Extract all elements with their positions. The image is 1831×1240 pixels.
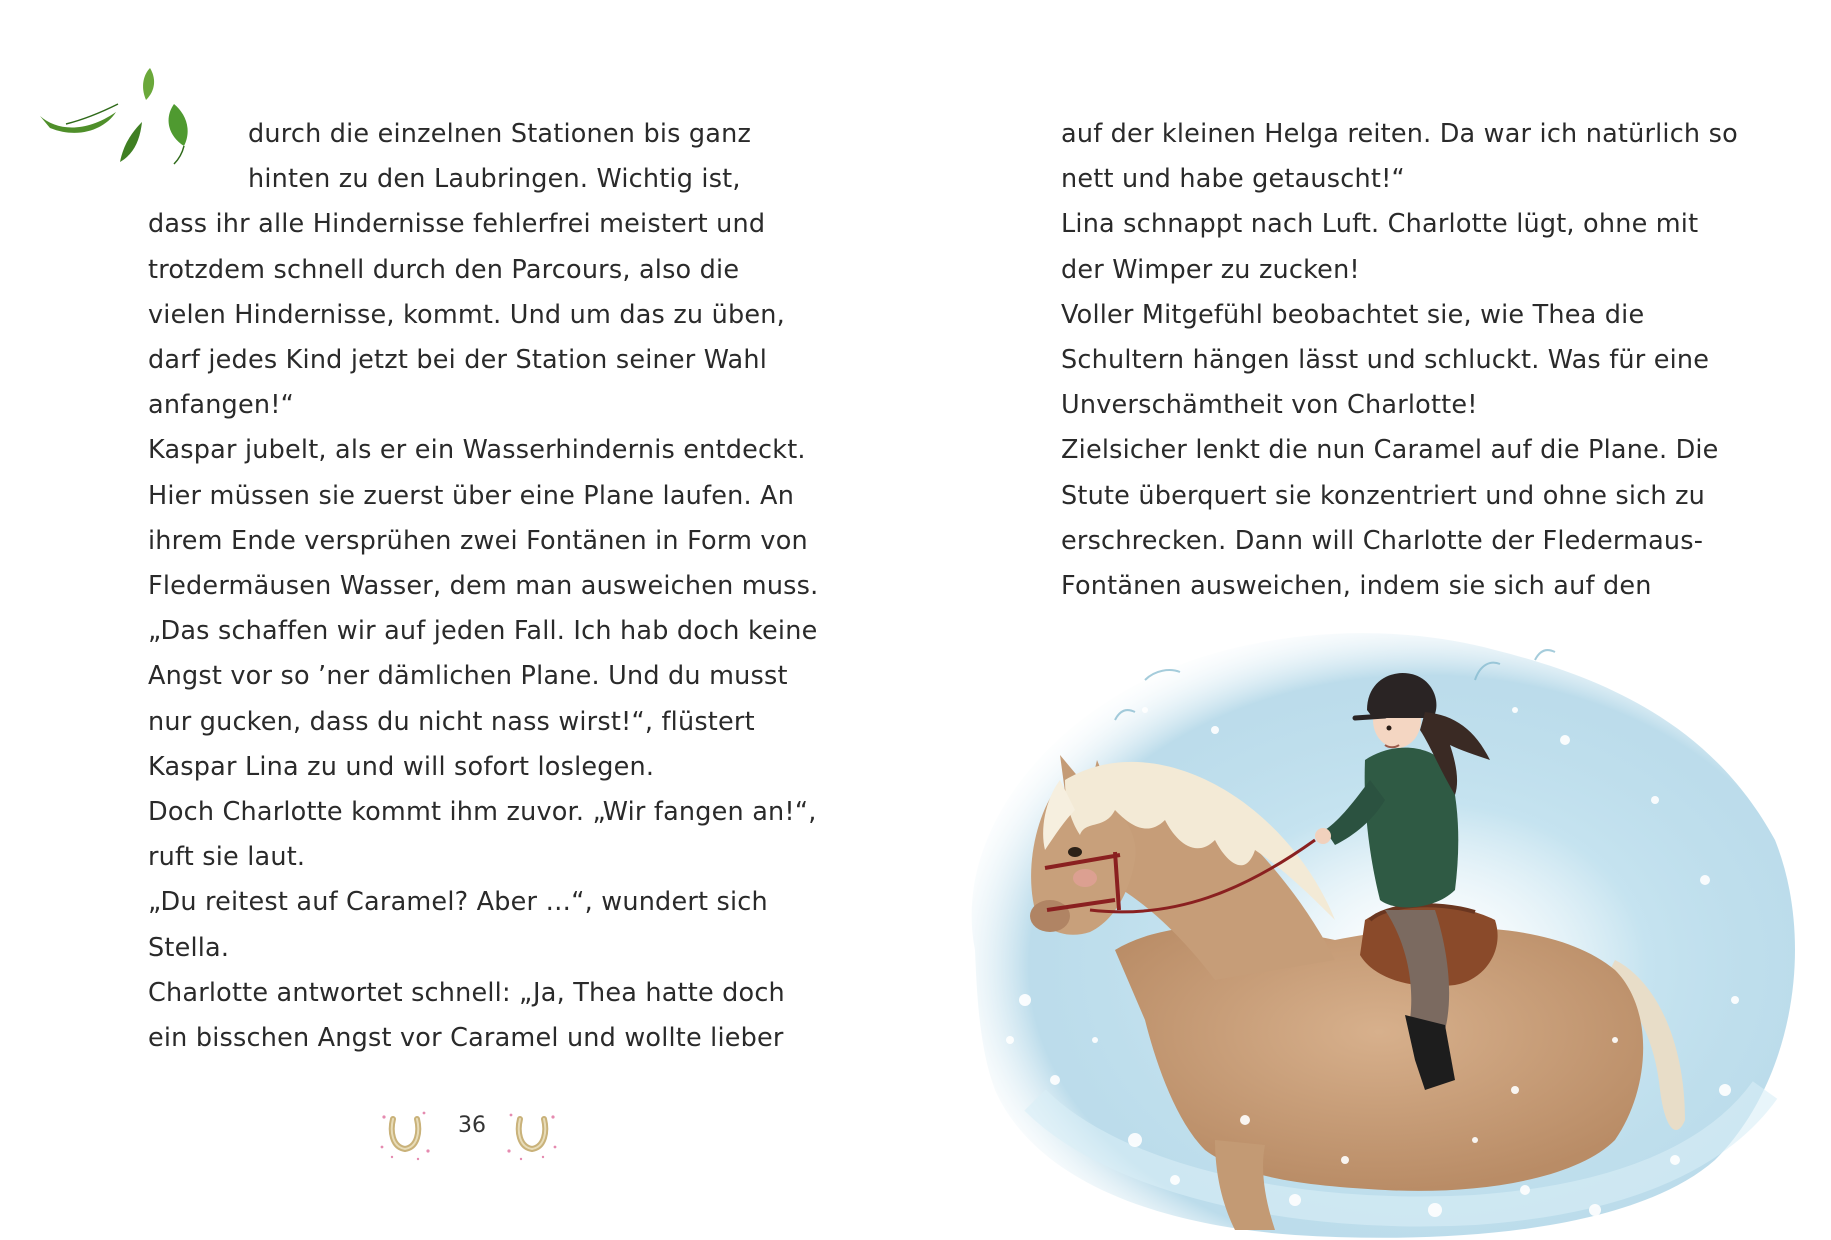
page-footer (370, 1105, 570, 1165)
left-page (0, 0, 915, 1240)
text-line: Lina schnappt nach Luft. Charlotte lügt, ohne mit (1061, 209, 1699, 240)
text-line: hinten zu den Laubringen. Wichtig ist, (248, 164, 741, 195)
right-page-text (1061, 112, 1738, 609)
text-line: durch die einzelnen Stationen bis ganz (248, 119, 752, 149)
text-line: vielen Hindernisse, kommt. Und um das zu üben, (148, 299, 785, 330)
text-line: auf der kleinen Helga reiten. Da war ich natürlich so (1061, 119, 1738, 149)
text-line: Angst vor so ’ner dämlichen Plane. Und du musst (148, 661, 788, 692)
text-line: trotzdem schnell durch den Parcours, also die (148, 254, 740, 285)
text-line: Schultern hängen lässt und schluckt. Was für eine (1061, 345, 1710, 376)
text-line: erschrecken. Dann will Charlotte der Fledermaus- (1061, 525, 1704, 556)
right-page (915, 0, 1831, 1240)
text-line: „Du reitest auf Caramel? Aber …“, wundert sich (148, 887, 768, 918)
text-line: Stute überquert sie konzentriert und ohne sich zu (1061, 480, 1706, 511)
text-line: dass ihr alle Hindernisse fehlerfrei meistert und (148, 209, 766, 240)
text-line: Unverschämtheit von Charlotte! (1061, 390, 1478, 421)
text-line: ruft sie laut. (148, 842, 306, 873)
left-page-text (148, 112, 818, 1061)
text-line: ihrem Ende versprühen zwei Fontänen in Form von (148, 525, 808, 556)
text-line: Zielsicher lenkt die nun Caramel auf die Plane. Die (1061, 435, 1719, 466)
text-line: darf jedes Kind jetzt bei der Station seiner Wahl (148, 345, 767, 376)
text-line: der Wimper zu zucken! (1061, 254, 1360, 285)
text-line: Kaspar jubelt, als er ein Wasserhindernis entdeckt. (148, 435, 806, 466)
girl-riding-pony-illustration (915, 620, 1831, 1240)
horseshoe-icon (378, 1107, 432, 1161)
text-line: nur gucken, dass du nicht nass wirst!“, flüstert (148, 706, 755, 737)
text-line: Fledermäusen Wasser, dem man ausweichen muss. (148, 571, 819, 602)
text-line: „Das schaffen wir auf jeden Fall. Ich hab doch keine (148, 616, 818, 647)
text-line: Kaspar Lina zu und will sofort loslegen. (148, 751, 655, 782)
text-line: Voller Mitgefühl beobachtet sie, wie Thea die (1061, 299, 1645, 330)
text-line: ein bisschen Angst vor Caramel und wollte lieber (148, 1023, 784, 1054)
text-line: Stella. (148, 932, 230, 963)
text-line: Hier müssen sie zuerst über eine Plane laufen. An (148, 480, 795, 511)
text-line: Fontänen ausweichen, indem sie sich auf den (1061, 571, 1652, 602)
text-line: nett und habe getauscht!“ (1061, 164, 1405, 195)
text-line: anfangen!“ (148, 390, 295, 421)
text-line: Charlotte antwortet schnell: „Ja, Thea hatte doch (148, 977, 785, 1008)
page-number: 36 (458, 1113, 486, 1138)
text-line: Doch Charlotte kommt ihm zuvor. „Wir fangen an!“, (148, 797, 817, 828)
horseshoe-icon (505, 1107, 559, 1161)
